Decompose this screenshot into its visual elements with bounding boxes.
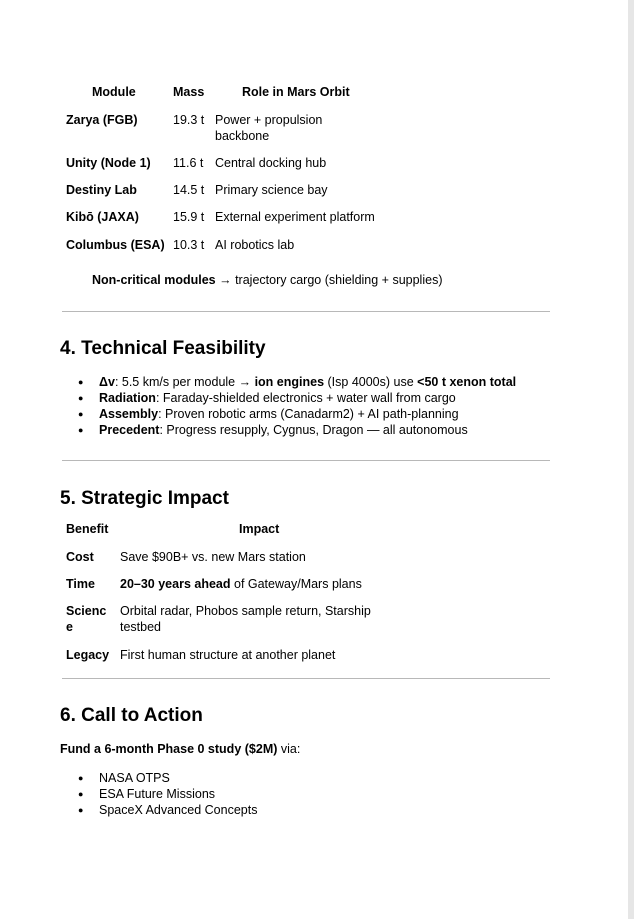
bullet-term: <50 t xenon total	[417, 375, 517, 389]
note-bold: Non-critical modules	[92, 273, 216, 287]
bullet-term: Precedent	[99, 423, 160, 437]
header-role: Role in Mars Orbit	[242, 85, 350, 99]
module-role: Primary science bay	[215, 183, 328, 197]
bullet-term: Δv	[99, 375, 115, 389]
module-role: Central docking hub	[215, 156, 327, 170]
module-mass: 10.3 t	[173, 238, 205, 252]
header-module: Module	[92, 85, 136, 99]
benefit-cell	[66, 603, 106, 635]
module-mass: 15.9 t	[173, 210, 205, 224]
impact-cell	[120, 603, 371, 635]
bullet-text: : Faraday-shielded electronics + water wall from cargo	[155, 391, 456, 405]
note-text: → trajectory cargo (shielding + supplies)	[215, 273, 443, 287]
list-item	[78, 374, 516, 390]
module-mass: 14.5 t	[173, 183, 205, 197]
list-item: ● ESA Future Missions	[78, 786, 257, 802]
impact-cell: First human structure at another planet	[120, 648, 336, 662]
list-item	[78, 406, 516, 422]
bullet-term: Assembly	[99, 407, 159, 421]
benefit-line: e	[66, 620, 73, 634]
bullet-text: : Progress resupply, Cygnus, Dragon — all autonomous	[159, 423, 468, 437]
module-role: AI robotics lab	[215, 238, 295, 252]
module-role-line: Power + propulsion	[215, 113, 323, 127]
module-name: Columbus (ESA)	[66, 238, 165, 252]
impact-cell	[120, 576, 362, 592]
header-impact: Impact	[239, 522, 280, 536]
list-item	[78, 422, 516, 438]
section-title: 6. Call to Action	[60, 705, 203, 726]
module-role	[215, 112, 322, 144]
module-mass: 11.6 t	[173, 156, 204, 170]
section-title: 5. Strategic Impact	[60, 488, 229, 509]
module-name: Kibō (JAXA)	[66, 210, 139, 224]
module-name: Destiny Lab	[66, 183, 137, 197]
module-role-line: backbone	[215, 129, 270, 143]
impact-text: of Gateway/Mars plans	[230, 577, 362, 591]
list-item: ● SpaceX Advanced Concepts	[78, 802, 257, 818]
fund-text: via:	[277, 742, 301, 756]
page-edge	[628, 0, 634, 919]
divider	[62, 460, 550, 461]
divider	[62, 311, 550, 312]
fund-line	[60, 741, 300, 757]
bullet-text: (Isp 4000s) use	[324, 375, 418, 389]
impact-cell: Save $90B+ vs. new Mars station	[120, 550, 306, 564]
module-role: External experiment platform	[215, 210, 375, 224]
impact-line: testbed	[120, 620, 162, 634]
benefit-cell: Time	[66, 577, 95, 591]
module-name: Zarya (FGB)	[66, 113, 138, 127]
module-name: Unity (Node 1)	[66, 156, 151, 170]
bullet-term: ion engines	[254, 375, 325, 389]
impact-bold: 20–30 years ahead	[120, 577, 231, 591]
impact-line: Orbital radar, Phobos sample return, Starship	[120, 604, 371, 618]
non-critical-note	[92, 272, 442, 288]
fund-bold: Fund a 6-month Phase 0 study ($2M)	[60, 742, 278, 756]
bullet-text: : 5.5 km/s per module →	[114, 375, 255, 389]
benefit-line: Scienc	[66, 604, 107, 618]
divider	[62, 678, 550, 679]
benefit-cell: Legacy	[66, 648, 110, 662]
header-benefit: Benefit	[66, 522, 109, 536]
list-item: ● NASA OTPS	[78, 770, 257, 786]
bullet-text: : Proven robotic arms (Canadarm2) + AI path-planning	[158, 407, 459, 421]
call-to-action-list	[78, 770, 257, 818]
header-mass: Mass	[173, 85, 205, 99]
module-mass: 19.3 t	[173, 113, 205, 127]
benefit-cell: Cost	[66, 550, 94, 564]
section-title: 4. Technical Feasibility	[60, 338, 266, 359]
bullet-term: Radiation	[99, 391, 156, 405]
list-item	[78, 390, 516, 406]
feasibility-list	[78, 374, 516, 438]
